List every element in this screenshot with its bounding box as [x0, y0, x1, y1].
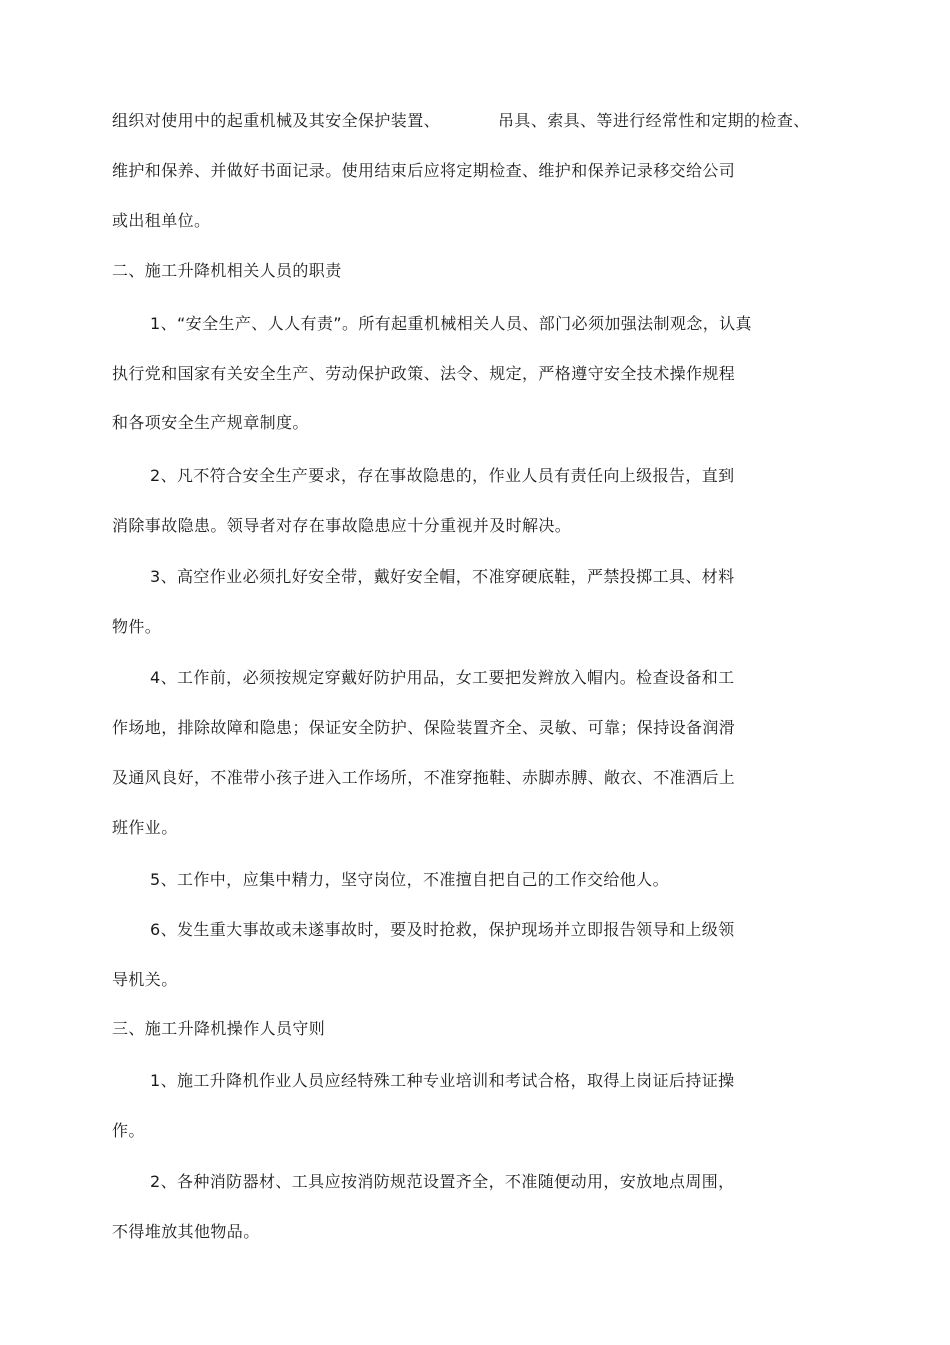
- list-item-line: 1、“安全生产、人人有责”。所有起重机械相关人员、部门必须加强法制观念，认真: [150, 314, 752, 333]
- list-item-line: 1、施工升降机作业人员应经特殊工种专业培训和考试合格，取得上岗证后持证操: [150, 1071, 735, 1090]
- list-item-line: 2、各种消防器材、工具应按消防规范设置齐全，不准随便动用，安放地点周围，: [150, 1172, 735, 1191]
- paragraph-line: 和各项安全生产规章制度。: [112, 413, 309, 432]
- paragraph-line: 维护和保养、并做好书面记录。使用结束后应将定期检查、维护和保养记录移交给公司: [112, 161, 736, 180]
- paragraph-line: 作。: [112, 1121, 145, 1140]
- paragraph-line: 不得堆放其他物品。: [112, 1222, 260, 1241]
- list-item-line: 5、工作中，应集中精力，坚守岗位，不准擅自把自己的工作交给他人。: [150, 870, 669, 889]
- paragraph-line: 作场地，排除故障和隐患；保证安全防护、保险装置齐全、灵敏、可靠；保持设备润滑: [112, 718, 736, 737]
- paragraph-line: 消除事故隐患。领导者对存在事故隐患应十分重视并及时解决。: [112, 516, 572, 535]
- paragraph-line: 及通风良好，不准带小孩子进入工作场所，不准穿拖鞋、赤脚赤膊、敞衣、不准酒后上: [112, 768, 736, 787]
- paragraph-line: 执行党和国家有关安全生产、劳动保护政策、法令、规定，严格遵守安全技术操作规程: [112, 364, 736, 383]
- list-item-line: 6、发生重大事故或未遂事故时，要及时抢救，保护现场并立即报告领导和上级领: [150, 920, 735, 939]
- paragraph-line: 班作业。: [112, 818, 178, 837]
- section-heading: 三、施工升降机操作人员守则: [112, 1019, 326, 1038]
- paragraph-line: 组织对使用中的起重机械及其安全保护装置、 吊具、索具、等进行经常性和定期的检查、: [112, 111, 810, 130]
- list-item-line: 4、工作前，必须按规定穿戴好防护用品，女工要把发辫放入帽内。检查设备和工: [150, 668, 735, 687]
- section-heading: 二、施工升降机相关人员的职责: [112, 261, 342, 280]
- list-item-line: 3、高空作业必须扎好安全带，戴好安全帽，不准穿硬底鞋，严禁投掷工具、材料: [150, 567, 735, 586]
- paragraph-line: 物件。: [112, 617, 162, 636]
- paragraph-line: 或出租单位。: [112, 211, 211, 230]
- paragraph-line: 导机关。: [112, 970, 178, 989]
- list-item-line: 2、凡不符合安全生产要求，存在事故隐患的，作业人员有责任向上级报告，直到: [150, 466, 735, 485]
